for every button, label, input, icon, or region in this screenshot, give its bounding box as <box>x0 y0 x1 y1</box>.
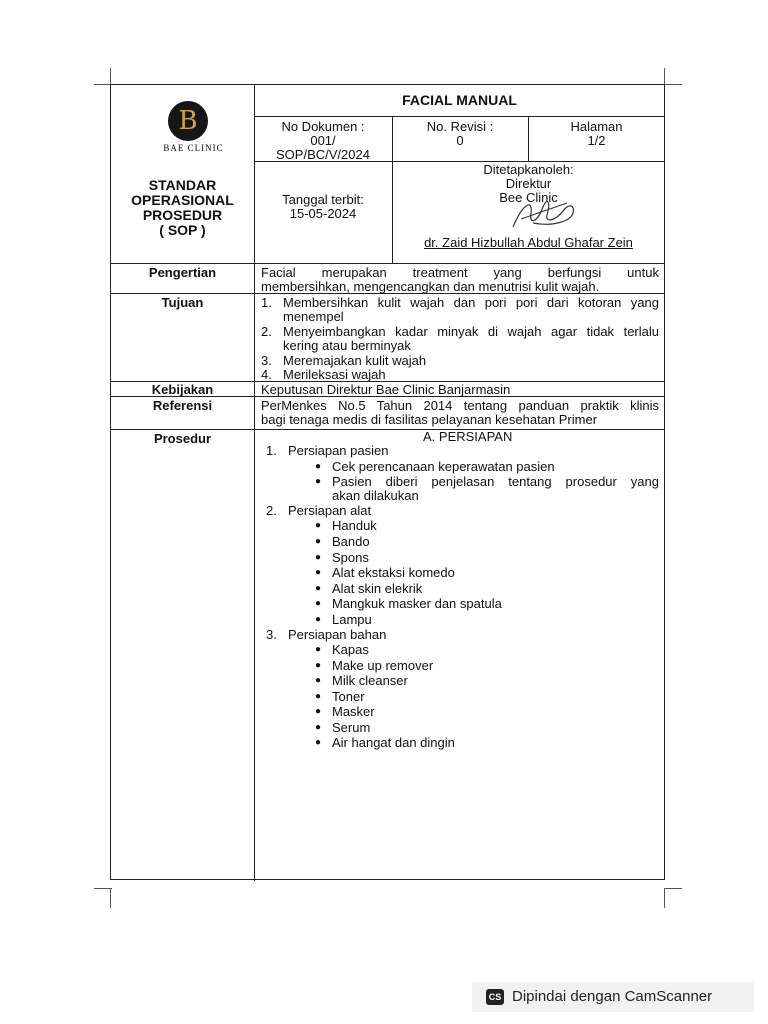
sop-title-1: STANDAR <box>148 177 217 193</box>
group-2-item-6: Mangkuk masker dan spatula <box>332 596 502 611</box>
group-3-item-3: Milk cleanser <box>332 673 408 688</box>
clinic-logo-icon <box>168 101 208 141</box>
group-3-item-6: Serum <box>332 720 371 735</box>
kebijakan-label: Kebijakan <box>151 382 214 397</box>
page-label: Halaman <box>570 119 623 134</box>
document-title: FACIAL MANUAL <box>402 92 517 108</box>
signature-icon <box>503 193 581 233</box>
group-2-item-1: Handuk <box>332 518 377 533</box>
camscanner-text: Dipindai dengan CamScanner <box>512 988 713 1005</box>
group-2-item-4: Alat ekstaksi komedo <box>332 565 455 580</box>
referensi-label: Referensi <box>152 398 213 413</box>
page-value: 1/2 <box>587 133 606 148</box>
approver-org: Bee Clinic <box>499 190 558 205</box>
group-1-item-1: Cek perencanaan keperawatan pasien <box>332 459 555 474</box>
kebijakan-text: Keputusan Direktur Bae Clinic Banjarmasin <box>261 382 511 397</box>
bullet-icon: ● <box>315 567 322 578</box>
bullet-icon: ● <box>315 520 322 531</box>
group-1-item-2-cont: akan dilakukan <box>332 488 419 503</box>
bullet-icon: ● <box>315 722 322 733</box>
doc-number-value-2: SOP/BC/V/2024 <box>276 147 370 162</box>
issue-date-value: 15-05-2024 <box>289 206 357 221</box>
tujuan-item-3: Meremajakan kulit wajah <box>283 353 427 368</box>
bullet-icon: ● <box>315 536 322 547</box>
doc-number-value: 001/ <box>310 133 336 148</box>
group-2-title: Persiapan alat <box>288 503 372 518</box>
bullet-icon: ● <box>315 583 322 594</box>
sop-title-2: OPERASIONAL <box>131 192 234 208</box>
crop-mark <box>110 888 111 908</box>
bullet-icon: ● <box>315 706 322 717</box>
bullet-icon: ● <box>315 660 322 671</box>
group-2-item-7: Lampu <box>332 612 372 627</box>
pengertian-line-2: membersihkan, mengencangkan dan menutrisi kulit wajah. <box>261 279 600 294</box>
tujuan-item-2: Menyeimbangkan kadar minyak di wajah agar tidak terlalu <box>283 324 659 339</box>
bullet-icon: ● <box>315 598 322 609</box>
group-2-num: 2. <box>266 503 277 518</box>
tujuan-num-2: 2. <box>261 324 272 339</box>
bullet-icon: ● <box>315 461 322 472</box>
pengertian-label: Pengertian <box>148 265 217 280</box>
tujuan-item-1-cont: menempel <box>283 309 344 324</box>
crop-mark <box>664 84 682 85</box>
issue-date-label: Tanggal terbit: <box>282 192 364 207</box>
logo-letter: B <box>178 106 198 136</box>
bullet-icon: ● <box>315 476 322 487</box>
group-3-item-5: Masker <box>332 704 375 719</box>
bullet-icon: ● <box>315 552 322 563</box>
crop-mark <box>664 888 682 889</box>
camscanner-watermark <box>472 982 754 1012</box>
prosedur-heading: A. PERSIAPAN <box>423 429 513 444</box>
approved-by-label: Ditetapkanoleh: <box>483 162 574 177</box>
group-1-item-2: Pasien diberi penjelasan tentang prosedur yang <box>332 474 659 489</box>
sop-title-3: PROSEDUR <box>142 207 223 223</box>
doc-number-label: No Dokumen : <box>281 119 365 134</box>
sop-title-4: ( SOP ) <box>159 222 206 238</box>
group-2-item-2: Bando <box>332 534 370 549</box>
group-3-item-4: Toner <box>332 689 365 704</box>
revision-value: 0 <box>456 133 464 148</box>
sop-document <box>110 84 665 880</box>
bullet-icon: ● <box>315 644 322 655</box>
prosedur-label: Prosedur <box>153 431 212 446</box>
group-3-title: Persiapan bahan <box>288 627 387 642</box>
referensi-line-1: PerMenkes No.5 Tahun 2014 tentang panduan praktik klinis <box>261 398 659 413</box>
group-1-title: Persiapan pasien <box>288 443 389 458</box>
tujuan-item-1: Membersihkan kulit wajah dan pori pori dari kotoran yang <box>283 295 659 310</box>
tujuan-num-1: 1. <box>261 295 272 310</box>
referensi-line-2: bagi tenaga medis di fasilitas pelayanan kesehatan Primer <box>261 412 598 427</box>
crop-mark <box>664 888 665 908</box>
group-3-item-1: Kapas <box>332 642 369 657</box>
logo-caption: BAE CLINIC <box>163 143 224 153</box>
tujuan-num-4: 4. <box>261 367 272 382</box>
group-1-num: 1. <box>266 443 277 458</box>
tujuan-num-3: 3. <box>261 353 272 368</box>
revision-label: No. Revisi : <box>426 119 494 134</box>
group-3-num: 3. <box>266 627 277 642</box>
bullet-icon: ● <box>315 737 322 748</box>
group-3-item-2: Make up remover <box>332 658 434 673</box>
group-2-item-5: Alat skin elekrik <box>332 581 423 596</box>
camscanner-icon: CS <box>486 989 504 1005</box>
group-2-item-3: Spons <box>332 550 369 565</box>
tujuan-label: Tujuan <box>161 295 204 310</box>
approver-role: Direktur <box>505 176 552 191</box>
bullet-icon: ● <box>315 614 322 625</box>
approver-name: dr. Zaid Hizbullah Abdul Ghafar Zein <box>424 235 633 250</box>
tujuan-item-2-cont: kering atau berminyak <box>283 338 411 353</box>
pengertian-line-1: Facial merupakan treatment yang berfungsi untuk <box>261 265 659 280</box>
group-3-item-7: Air hangat dan dingin <box>332 735 455 750</box>
tujuan-item-4: Merileksasi wajah <box>283 367 386 382</box>
bullet-icon: ● <box>315 691 322 702</box>
bullet-icon: ● <box>315 675 322 686</box>
